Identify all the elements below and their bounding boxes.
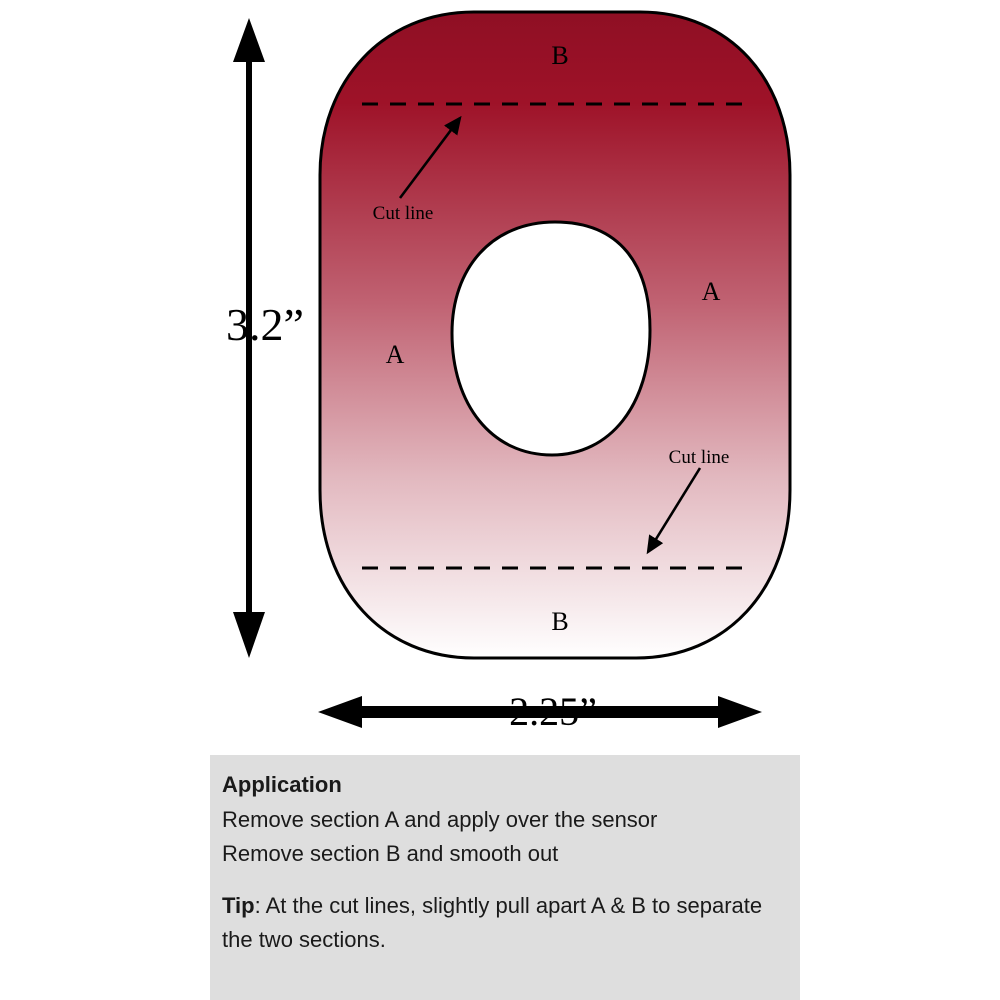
height-dimension-label: 3.2” xyxy=(226,299,304,350)
application-step-1: Remove section A and apply over the sensor xyxy=(222,806,658,832)
tip-text: : At the cut lines, slightly pull apart A & B to separate the two sections. xyxy=(222,892,769,952)
panel-spacer xyxy=(222,871,788,889)
application-tip xyxy=(222,889,788,957)
section-label-bottom-b: B xyxy=(551,607,569,636)
cut-line-top-label: Cut line xyxy=(372,203,434,224)
sensor-hole xyxy=(452,222,650,455)
application-instructions-panel xyxy=(210,755,800,1000)
cut-line-bottom-label: Cut line xyxy=(668,447,730,468)
section-label-top-b: B xyxy=(551,41,569,70)
application-panel-title: Application xyxy=(222,772,342,797)
tip-label: Tip xyxy=(222,892,255,918)
section-label-right-a: A xyxy=(701,277,721,306)
width-dimension-label: 2.25” xyxy=(509,689,597,734)
application-step-2: Remove section B and smooth out xyxy=(222,840,559,866)
section-label-left-a: A xyxy=(385,340,405,369)
